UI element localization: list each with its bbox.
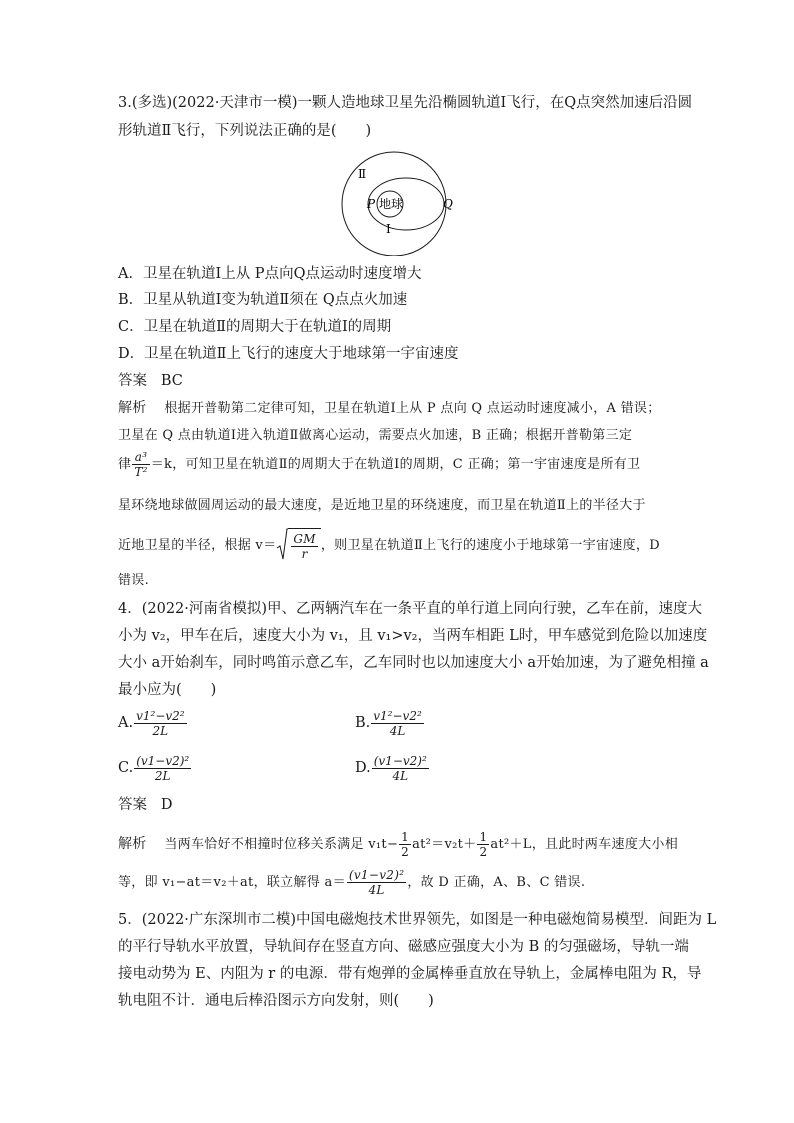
q4-stem-line-2: 小为 v₂，甲车在后，速度大小为 v₁，且 v₁>v₂，当两车相距 L时，甲车感觉到危险以加速度: [118, 628, 708, 644]
q3-analysis-text-3a: 律: [118, 457, 132, 472]
q3-option-a: A．卫星在轨道Ⅰ上从 P点向Q点运动时速度增大: [118, 266, 422, 282]
q3-answer-value: BC: [160, 373, 183, 389]
q4-option-c-fraction: [134, 754, 191, 783]
q5-stem-line-1: 5．(2022·广东深圳市二模)中国电磁炮技术世界领先，如图是一种电磁炮简易模型．间距为 L: [118, 912, 717, 928]
q4-stem-line-4: 最小应为( ): [118, 682, 217, 698]
kepler-fraction: [132, 450, 149, 479]
q4-analysis-text-2a: 等，即 v₁−at＝v₂＋at，联立解得 a＝: [118, 875, 346, 890]
q3-stem-line-1: 3.(多选)(2022·天津市一模)一颗人造地球卫星先沿椭圆轨道Ⅰ飞行，在Q点突然加速后沿圆: [118, 95, 693, 111]
velocity-sqrt: [276, 526, 320, 565]
q4-option-b-numerator: v1²−v2²: [373, 708, 422, 723]
half-denominator-1: 2: [401, 845, 410, 859]
orbit-figure: [340, 150, 460, 256]
q3-analysis-text-5b: ，则卫星在轨道Ⅱ上飞行的速度小于地球第一宇宙速度，D: [320, 538, 660, 553]
gm-numerator: GM: [293, 532, 316, 546]
q4-answer-row: [118, 795, 172, 815]
q4-analysis-line-1: [118, 827, 678, 862]
q3-analysis-line-1: [118, 398, 661, 419]
q4-stem-line-3: 大小 a开始刹车，同时鸣笛示意乙车，乙车同时也以加速度大小 a开始加速，为了避免相撞 a: [118, 655, 709, 671]
q5-stem-line-2: 的平行导轨水平放置，导轨间存在竖直方向、磁感应强度大小为 B 的匀强磁场，导轨一端: [118, 939, 689, 955]
label-orbit-i: Ⅰ: [386, 222, 391, 236]
kepler-numerator: a³: [132, 450, 149, 465]
q4-analysis-text-1a: 当两车恰好不相撞时位移关系满足 v₁t−: [164, 837, 399, 852]
q4-option-a-label: A.: [118, 715, 134, 731]
q4-options-row-1: [118, 706, 188, 740]
half-denominator-2: 2: [479, 845, 488, 859]
q3-option-d: D．卫星在轨道Ⅱ上飞行的速度大于地球第一宇宙速度: [118, 346, 459, 362]
q3-analysis-line-5: [118, 526, 660, 565]
answer-label: 答案: [118, 797, 147, 813]
label-point-p: P: [367, 197, 376, 211]
q4-option-a: [118, 708, 188, 738]
q4-option-a-denominator: 2L: [152, 723, 169, 738]
q4-options-row-2: [118, 751, 192, 785]
q4-analysis-text-1c: at²＋L，且此时两车速度大小相: [490, 837, 679, 852]
q3-option-c: C．卫星在轨道Ⅱ的周期大于在轨道Ⅰ的周期: [118, 319, 392, 335]
label-point-q: Q: [443, 197, 453, 211]
half-numerator-2: 1: [479, 830, 488, 844]
half-fraction-2: [477, 830, 489, 859]
q3-analysis-line-4: 星环绕地球做圆周运动的最大速度，是近地卫星的环绕速度，而卫星在轨道Ⅱ上的半径大于: [118, 498, 646, 513]
q3-analysis-line-2: 卫星在 Q 点由轨道Ⅰ进入轨道Ⅱ做离心运动，需要点火加速，B 正确；根据开普勒第三定: [118, 428, 633, 443]
q4-option-c-numerator: (v1−v2)²: [136, 753, 190, 768]
q4-solution-numerator: (v1−v2)²: [348, 868, 405, 882]
q4-option-a-fraction: [134, 709, 187, 738]
q4-answer-value: D: [160, 797, 173, 813]
q3-analysis-text-5a: 近地卫星的半径，根据 v＝: [118, 538, 277, 553]
analysis-label: 解析: [118, 400, 147, 416]
q4-analysis-line-2: [118, 866, 585, 900]
q4-solution-denominator: 4L: [368, 883, 385, 897]
q4-option-c-denominator: 2L: [154, 768, 171, 783]
kepler-denominator: T²: [134, 465, 148, 479]
q4-stem-line-1: 4．(2022·河南省模拟)甲、乙两辆汽车在一条平直的单行道上同向行驶，乙车在前，速度大: [118, 601, 703, 617]
q3-analysis-text-3b: ＝k，可知卫星在轨道Ⅱ的周期大于在轨道Ⅰ的周期，C 正确；第一宇宙速度是所有卫: [150, 457, 641, 472]
r-denominator: r: [301, 547, 308, 561]
sqrt-sign-icon: [276, 526, 288, 562]
q4-solution-fraction: [347, 868, 406, 897]
label-orbit-ii: Ⅱ: [358, 167, 367, 181]
gm-over-r: [291, 532, 317, 561]
q3-analysis-line-3: [118, 450, 640, 480]
analysis-label: 解析: [118, 836, 147, 852]
q4-option-d-numerator: (v1−v2)²: [373, 753, 427, 768]
q4-option-b-label: B.: [355, 715, 371, 731]
q4-option-d: [355, 751, 430, 785]
q4-option-d-denominator: 4L: [392, 768, 409, 783]
q3-option-b: B．卫星从轨道Ⅰ变为轨道Ⅱ须在 Q点点火加速: [118, 292, 408, 308]
half-fraction-1: [399, 830, 411, 859]
q4-analysis-text-1b: at²＝v₂t＋: [412, 837, 477, 852]
q4-option-d-label: D.: [355, 760, 371, 776]
q3-stem-line-2: 形轨道Ⅱ飞行，下列说法正确的是( ): [118, 123, 372, 139]
q3-analysis-text-1: 根据开普勒第二定律可知，卫星在轨道Ⅰ上从 P 点向 Q 点运动时速度减小，A 错误；: [164, 401, 661, 416]
q4-option-c-label: C.: [118, 760, 134, 776]
answer-label: 答案: [118, 373, 147, 389]
q4-option-a-numerator: v1²−v2²: [136, 708, 185, 723]
q4-option-b: [355, 706, 425, 740]
q3-answer-row: [118, 371, 183, 391]
half-numerator-1: 1: [401, 830, 410, 844]
q4-analysis-text-2b: ，故 D 正确，A、B、C 错误.: [407, 875, 586, 890]
q3-analysis-line-6: 错误.: [118, 573, 150, 588]
q4-option-b-fraction: [371, 709, 424, 738]
q5-stem-line-3: 接电动势为 E、内阻为 r 的电源．带有炮弹的金属棒垂直放在导轨上，金属棒电阻为 R，导: [118, 966, 702, 982]
q4-option-c: [118, 753, 192, 783]
q5-stem-line-4: 轨电阻不计．通电后棒沿图示方向发射，则( ): [118, 993, 434, 1009]
q4-option-b-denominator: 4L: [389, 723, 406, 738]
q4-option-d-fraction: [372, 754, 429, 783]
label-earth: 地球: [379, 197, 404, 211]
